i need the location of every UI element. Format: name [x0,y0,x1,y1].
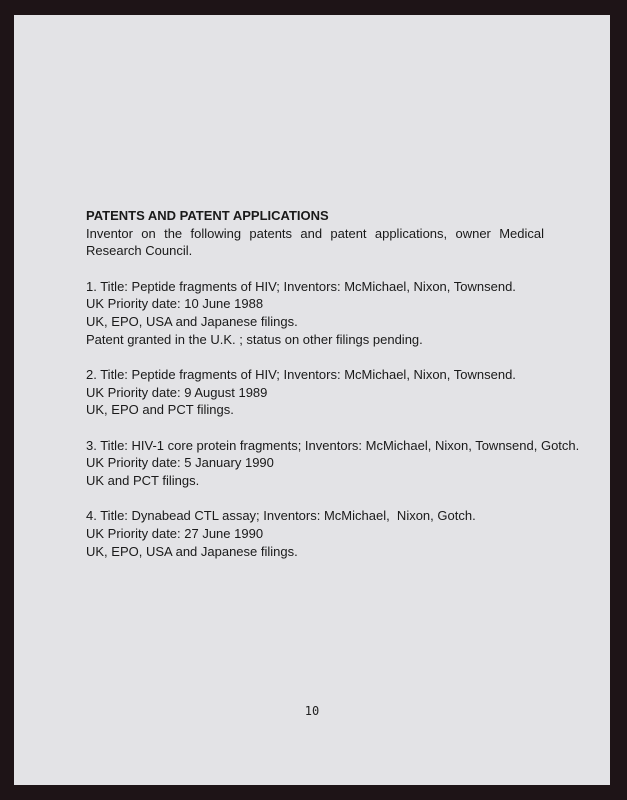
patent-entry-2 [86,366,544,419]
patent-entry-1 [86,278,544,349]
patent-priority-date: UK Priority date: 10 June 1988 [86,296,264,312]
patent-title: 2. Title: Peptide fragments of HIV; Inventors: McMichael, Nixon, Townsend. [86,366,516,382]
patent-title: 4. Title: Dynabead CTL assay; Inventors: McMichael, Nixon, Gotch. [86,508,476,524]
section-heading: PATENTS AND PATENT APPLICATIONS [86,208,329,223]
document-page [14,15,610,785]
intro-paragraph: Inventor on the following patents and patent applications, owner Medical Research Council. [86,225,544,259]
patents-section [86,207,580,560]
patent-filings: UK, EPO, USA and Japanese filings. [86,314,298,330]
patent-entry-4 [86,507,544,560]
patent-title: 3. Title: HIV-1 core protein fragments; Inventors: McMichael, Nixon, Townsend, Gotch. [86,437,580,453]
patent-priority-date: UK Priority date: 5 January 1990 [86,455,274,471]
patent-status: Patent granted in the U.K. ; status on other filings pending. [86,331,423,347]
patent-filings: UK, EPO, USA and Japanese filings. [86,543,298,559]
patent-priority-date: UK Priority date: 27 June 1990 [86,525,264,541]
patent-entry-3 [86,437,580,490]
patent-filings: UK, EPO and PCT filings. [86,402,234,418]
page-number: 10 [304,704,320,718]
patent-priority-date: UK Priority date: 9 August 1989 [86,384,268,400]
patent-filings: UK and PCT filings. [86,472,200,488]
patent-title: 1. Title: Peptide fragments of HIV; Inventors: McMichael, Nixon, Townsend. [86,278,516,294]
